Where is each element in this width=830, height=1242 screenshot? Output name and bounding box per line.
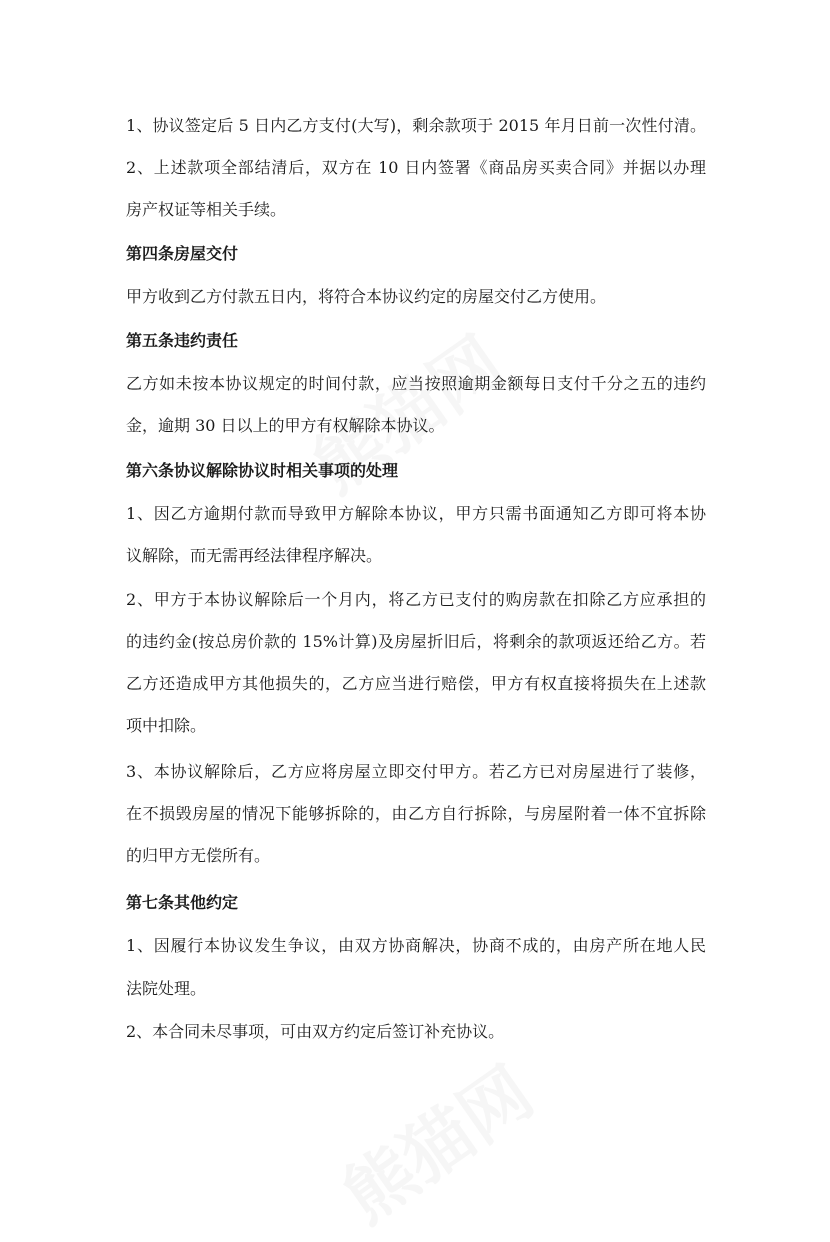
clause-line: 法院处理。 bbox=[126, 979, 207, 998]
section-heading: 第七条其他约定 bbox=[126, 893, 239, 912]
clause-line: 金，逾期 30 日以上的甲方有权解除本协议。 bbox=[126, 416, 445, 435]
watermark bbox=[320, 1039, 550, 1242]
clause-line: 1、协议签定后 5 日内乙方支付(大写)，剩余款项于 2015 年月日前一次性付清。 bbox=[126, 116, 706, 135]
clause-line: 在不损毁房屋的情况下能够拆除的，由乙方自行拆除，与房屋附着一体不宜拆除 bbox=[126, 804, 706, 823]
clause-line: 项中扣除。 bbox=[126, 716, 207, 735]
clause-line: 2、甲方于本协议解除后一个月内，将乙方已支付的购房款在扣除乙方应承担的 bbox=[126, 590, 706, 609]
clause-line: 2、上述款项全部结清后，双方在 10 日内签署《商品房买卖合同》并据以办理 bbox=[126, 158, 706, 177]
watermark bbox=[290, 309, 520, 512]
section-heading: 第四条房屋交付 bbox=[126, 244, 239, 263]
section-heading: 第五条违约责任 bbox=[126, 331, 239, 350]
clause-line: 甲方收到乙方付款五日内，将符合本协议约定的房屋交付乙方使用。 bbox=[126, 287, 607, 306]
clause-line: 2、本合同未尽事项，可由双方约定后签订补充协议。 bbox=[126, 1022, 505, 1041]
clause-line: 房产权证等相关手续。 bbox=[126, 200, 287, 219]
clause-line: 1、因履行本协议发生争议，由双方协商解决，协商不成的，由房产所在地人民 bbox=[126, 936, 706, 955]
clause-line: 乙方还造成甲方其他损失的，乙方应当进行赔偿，甲方有权直接将损失在上述款 bbox=[126, 674, 706, 693]
clause-line: 的归甲方无偿所有。 bbox=[126, 846, 271, 865]
clause-line: 乙方如未按本协议规定的时间付款，应当按照逾期金额每日支付千分之五的违约 bbox=[126, 374, 706, 393]
clause-line: 1、因乙方逾期付款而导致甲方解除本协议，甲方只需书面通知乙方即可将本协 bbox=[126, 504, 706, 523]
clause-line: 议解除，而无需再经法律程序解决。 bbox=[126, 546, 383, 565]
section-heading: 第六条协议解除协议时相关事项的处理 bbox=[126, 461, 399, 480]
clause-line: 的违约金(按总房价款的 15%计算)及房屋折旧后，将剩余的款项返还给乙方。若 bbox=[126, 632, 706, 651]
clause-line: 3、本协议解除后，乙方应将房屋立即交付甲方。若乙方已对房屋进行了装修， bbox=[126, 762, 706, 781]
